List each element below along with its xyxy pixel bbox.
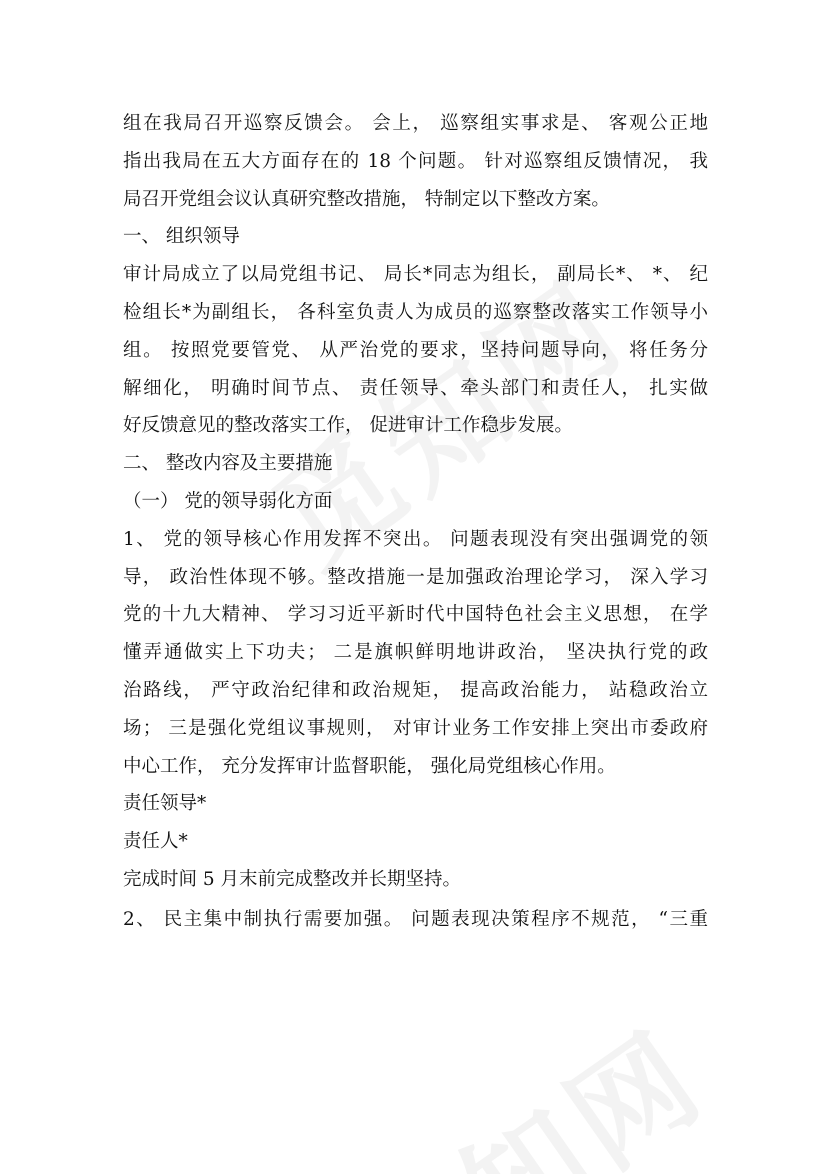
- body-text-line: 2、 民主集中制执行需要加强。 问题表现决策程序不规范， “三重: [123, 908, 708, 930]
- watermark-logo: [316, 984, 734, 1174]
- body-text-line: 审计局成立了以局党组书记、 局长*同志为组长， 副局长*、 *、 纪: [123, 264, 708, 286]
- body-text-line: 中心工作， 充分发挥审计监督职能， 强化局党组核心作用。: [123, 755, 616, 777]
- body-text-line: 指出我局在五大方面存在的 18 个问题。 针对巡察组反馈情况， 我: [123, 150, 708, 172]
- document-body: [123, 105, 708, 939]
- body-text-line: 好反馈意见的整改落实工作， 促进审计工作稳步发展。: [123, 415, 573, 437]
- section-heading: 一、 组织领导: [123, 226, 240, 248]
- body-text-line: 组在我局召开巡察反馈会。 会上， 巡察组实事求是、 客观公正地: [123, 113, 708, 134]
- body-text-line: 1、 党的领导核心作用发挥不突出。 问题表现没有突出强调党的领: [123, 528, 708, 550]
- responsible-leader-line: 责任领导*: [123, 793, 207, 815]
- body-text-line: 党的十九大精神、 学习习近平新时代中国特色社会主义思想， 在学: [123, 604, 708, 626]
- completion-time-line: 完成时间 5 月末前完成整改并长期坚持。: [123, 868, 462, 890]
- body-text-line: 解细化， 明确时间节点、 责任领导、牵头部门和责任人， 扎实做: [123, 377, 708, 399]
- subsection-heading: （一） 党的领导弱化方面: [123, 490, 333, 512]
- body-text-line: 检组长*为副组长， 各科室负责人为成员的巡察整改落实工作领导小: [123, 301, 708, 323]
- responsible-person-line: 责任人*: [123, 831, 188, 853]
- body-text-line: 治路线， 严守政治纪律和政治规矩， 提高政治能力， 站稳政治立: [123, 679, 708, 701]
- body-text-line: 组。 按照党要管党、 从严治党的要求，坚持问题导向， 将任务分: [123, 339, 708, 361]
- body-text-line: 导， 政治性体现不够。整改措施一是加强政治理论学习， 深入学习: [123, 566, 708, 588]
- body-text-line: 局召开党组会议认真研究整改措施， 特制定以下整改方案。: [123, 188, 610, 210]
- section-heading: 二、 整改内容及主要措施: [123, 453, 333, 475]
- body-text-line: 懂弄通做实上下功夫； 二是旗帜鲜明地讲政治， 坚决执行党的政: [123, 642, 708, 664]
- body-text-line: 场； 三是强化党组议事规则， 对审计业务工作安排上突出市委政府: [123, 717, 708, 739]
